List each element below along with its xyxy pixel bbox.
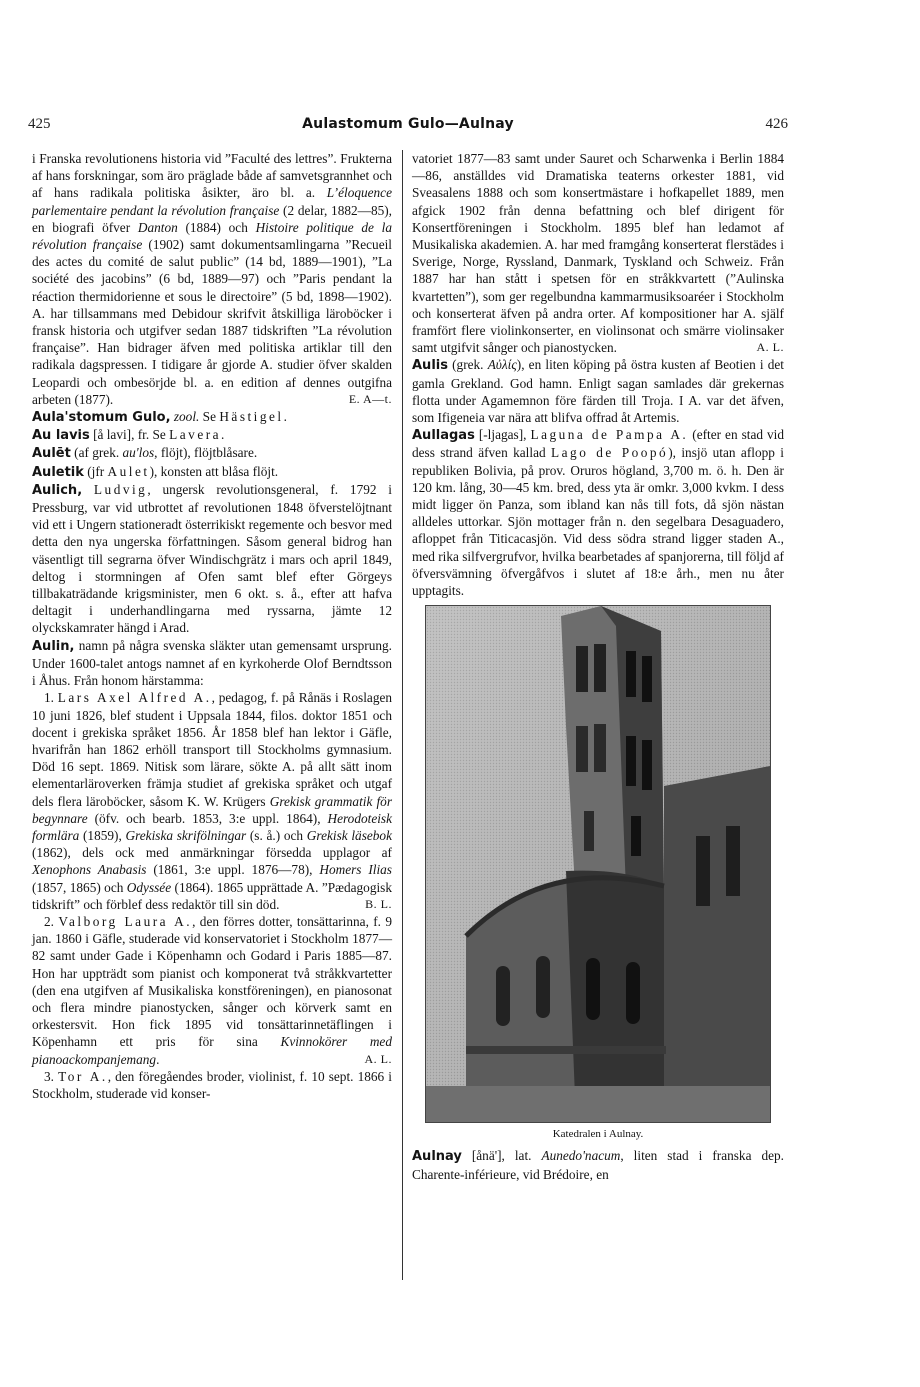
- cross-reference: Hästigel.: [219, 409, 290, 425]
- cross-reference: Lavera.: [169, 427, 227, 443]
- entry-aulet: Aulēt (af grek. au'los, flöjt), flöjtblåsare.: [32, 445, 258, 462]
- headword: Aulis: [412, 358, 448, 374]
- column-divider: [402, 150, 403, 1280]
- entry-aulis: Aulis (grek. Αὐλίς), en liten köping på östra kusten af Beotien i det gamla Grekland. God hamn. Enligt sagan samlades där grekernas flotta under Agamemnon före färden till Troja. I A. var det äfven, som Ifigeneia var nära att blifva offrad åt Artemis.: [412, 357, 785, 426]
- entry-aulard-continued: i Franska revolutionens historia vid ”Faculté des lettres”. Frukterna af hans forskningar, som äro präglade både af samvetsgrannhet och af hans radikala politiska åsikter, äro bl. a. L’éloquence parlementaire pendant la révolution française (2 delar, 1882—85), en biografi öfver Danton (1884) och Histoire politique de la révolution française (1902) samt dokumentsamlingarna ”Recueil des actes du comité de salut public” (14 bd, 1889—1901), ”La société des jacobins” (6 bd, 1889—97) och ”Paris pendant la réaction thermidorienne et sous le directoire” (5 bd, 1898—1902). A. har tillsammans med Debidour skrifvit åtskilliga läroböcker i fransk historia och utgifver sedan 1887 tidskriften ”La révolution française”. Han bidrager äfven med politiska artiklar till den radikala dagspressen. I tidigare år gjorde A. studier öfver skalden Leopardi och ombesörjde bl. a. en edition af dennes outgifna arbeten (1877). E. A—t.: [32, 151, 392, 407]
- subentry-tor: 3. Tor A., den föregåendes broder, violinist, f. 10 sept. 1866 i Stockholm, studerade vid konser-: [32, 1068, 392, 1101]
- running-title: Aulastomum Gulo—Aulnay: [302, 116, 514, 132]
- author-signature: A. L.: [364, 1051, 392, 1066]
- cross-reference: Lago de Poopó: [551, 445, 669, 461]
- headword: Auletik: [32, 464, 84, 480]
- headword: Aula'stomum Gulo,: [32, 410, 171, 426]
- headword: Aulich,: [32, 482, 83, 498]
- entry-aullagas: Aullagas [-ljagas], Laguna de Pampa A. (efter en stad vid dess strand äfven kallad Lago de Poopó), insjö utan aflopp i republiken Bolivia, på prov. Oruros högland, 3,700 m. ö. h. Den är 120 km. lång, 30—45 km. bred, dess yta är omkr. 3,000 kvkm. I dess midt ligger ön Panza, som ibland kan nås till fots, då sjön nästan alldeles uttorkar. Sjön mottager från n. den segelbara Desaguadero, afloppet från Titicacasjön. Vid dess södra strand ligger staden A., med rika silfvergrufvor, hvilka bearbetades af spanjorerna, till följd af öfversvämning öfvergåfvos i slutet af 18:e årh., men nu åter upptagits.: [412, 427, 784, 599]
- page-header: [28, 116, 788, 136]
- subentry-lars-axel-alfred: 1. Lars Axel Alfred A., pedagog, f. på Rånäs i Roslagen 10 juni 1826, blef student i Uppsala 1844, filos. doktor 1851 och docent i grekiska språket 1856. År 1858 blef han lektor i Gäfle, hvarifrån han 1862 erhöll transport till Stockholms gymnasium. Död 16 sept. 1869. Nitisk som lärare, sökte A. på allt sätt inom elementarläroverken främja studiet af grekiska språket och utgaf dels flera läroböcker, såsom K. W. Krügers Grekisk grammatik för begynnare (öfv. och bearb. 1853, 3:e uppl. 1864), Herodoteisk formlära (1859), Grekiska skrifölningar (s. å.) och Grekisk läsebok (1862), dels ock med anmärkningar försedda upplagor af Xenophons Anabasis (1861, 3:e uppl. 1876—78), Homers Ilias (1857, 1865) och Odyssée (1864). 1865 upprättade A. ”Pædagogisk tidskrift” och förblef dess redaktör till sin död. B. L.: [32, 690, 393, 912]
- entry-aulnay: Aulnay [ånä'], lat. Aunedo'nacum, liten stad i franska dep. Charente-inférieure, vid Brédoire, en: [412, 1148, 784, 1182]
- figure-caption: Katedralen i Aulnay.: [552, 1128, 644, 1141]
- headword: Aulēt: [32, 446, 71, 462]
- entry-aulich: Aulich, Ludvig, ungersk revolutionsgeneral, f. 1792 i Pressburg, var vid utbrottet af revolutionen 1848 öfverstelöjtnant vid ett i Ungern stationeradt österrikiskt regemente och besvor med detta den nya ungerska författningen. Såsom general bidrog han väsentligt till segrarna öfver Windischgrätz i mars och april 1849, deltog i stormningen af Ofen samt blef efter Görgeys tillbakaträdande krigsminister, men 6 okt. s. å., efter att hafva deltagit i underhandlingarna med ryssarna, jämte 12 olyckskamrater hängd i Arad.: [32, 481, 392, 636]
- page-number-right: 426: [765, 116, 788, 132]
- page-number-left: 425: [28, 116, 51, 132]
- entry-tor-continued: vatoriet 1877—83 samt under Sauret och Scharwenka i Berlin 1884—86, anställdes vid Dramatiska teaterns orkester 1881, vid Sveasalens 1888 och som konsertmästare i hofkapellet 1889, men afgick 1902 från denna befattning och blef dirigent för Konsertföreningen i Stockholm. 1895 blef han ledamot af Musikaliska akademien. A. har med framgång konserterat flerstädes i Sverige, Norge, Ryssland, Danmark, Tyskland och Schweiz. Från 1887 har han stått i spetsen för en stråkkvartett (”Aulinska kvartetten”), som ger regelbundna kammarmusiksoaréer i Stockholm och konserterat äfven på andra orter. Af kompositioner har A. själf framfört flere violinkonserter, en violinsonat och smärre violinsaker samt utgifvit sånger och pianostycken. A. L.: [412, 151, 784, 356]
- author-signature: E. A—t.: [348, 391, 392, 406]
- headword: Aullagas: [412, 428, 475, 444]
- entry-aulastomum: Aula'stomum Gulo, zool. Se Hästigel.: [32, 409, 290, 426]
- headword: Au lavis: [32, 428, 90, 444]
- entry-auletik: Auletik (jfr Aulet), konsten att blåsa flöjt.: [32, 463, 279, 480]
- left-column: [32, 150, 392, 1102]
- right-column: [412, 150, 784, 1183]
- headword: Aulin,: [32, 638, 75, 654]
- cathedral-photo: [425, 605, 771, 1123]
- headword: Aulnay: [412, 1149, 462, 1165]
- cross-reference: Aulet: [107, 463, 150, 479]
- entry-au-lavis: Au lavis [å lavi], fr. Se Lavera.: [32, 427, 227, 444]
- cathedral-figure: [412, 605, 784, 1143]
- author-signature: A. L.: [756, 340, 784, 355]
- subentry-valborg-laura: 2. Valborg Laura A., den förres dotter, tonsättarinna, f. 9 jan. 1860 i Gäfle, studerade vid konservatoriet i Stockholm 1877—82 samt under Gade i Köpenhamn och Godard i Paris 1885—87. Hon har uppträdt som pianist och komponerat två stråkkvartetter (den ena utgifven af Musikaliska konstföreningen), en pianosonat och flera mindre pianostycken, sånger och körverk samt en orkestersvit. Hon fick 1895 vid tonsättarinnetäflingen i Köpenhamn ett pris för sina Kvinnokörer med pianoackompanjemang. A. L.: [32, 913, 393, 1067]
- entry-aulin: Aulin, namn på några svenska släkter utan gemensamt ursprung. Under 1600-talet antogs namnet af en kyrkoherde Olof Berndtsson i Åhus. Från honom härstamma:: [32, 637, 392, 689]
- author-signature: B. L.: [365, 896, 392, 911]
- cross-reference: Laguna de Pampa A.: [530, 427, 689, 443]
